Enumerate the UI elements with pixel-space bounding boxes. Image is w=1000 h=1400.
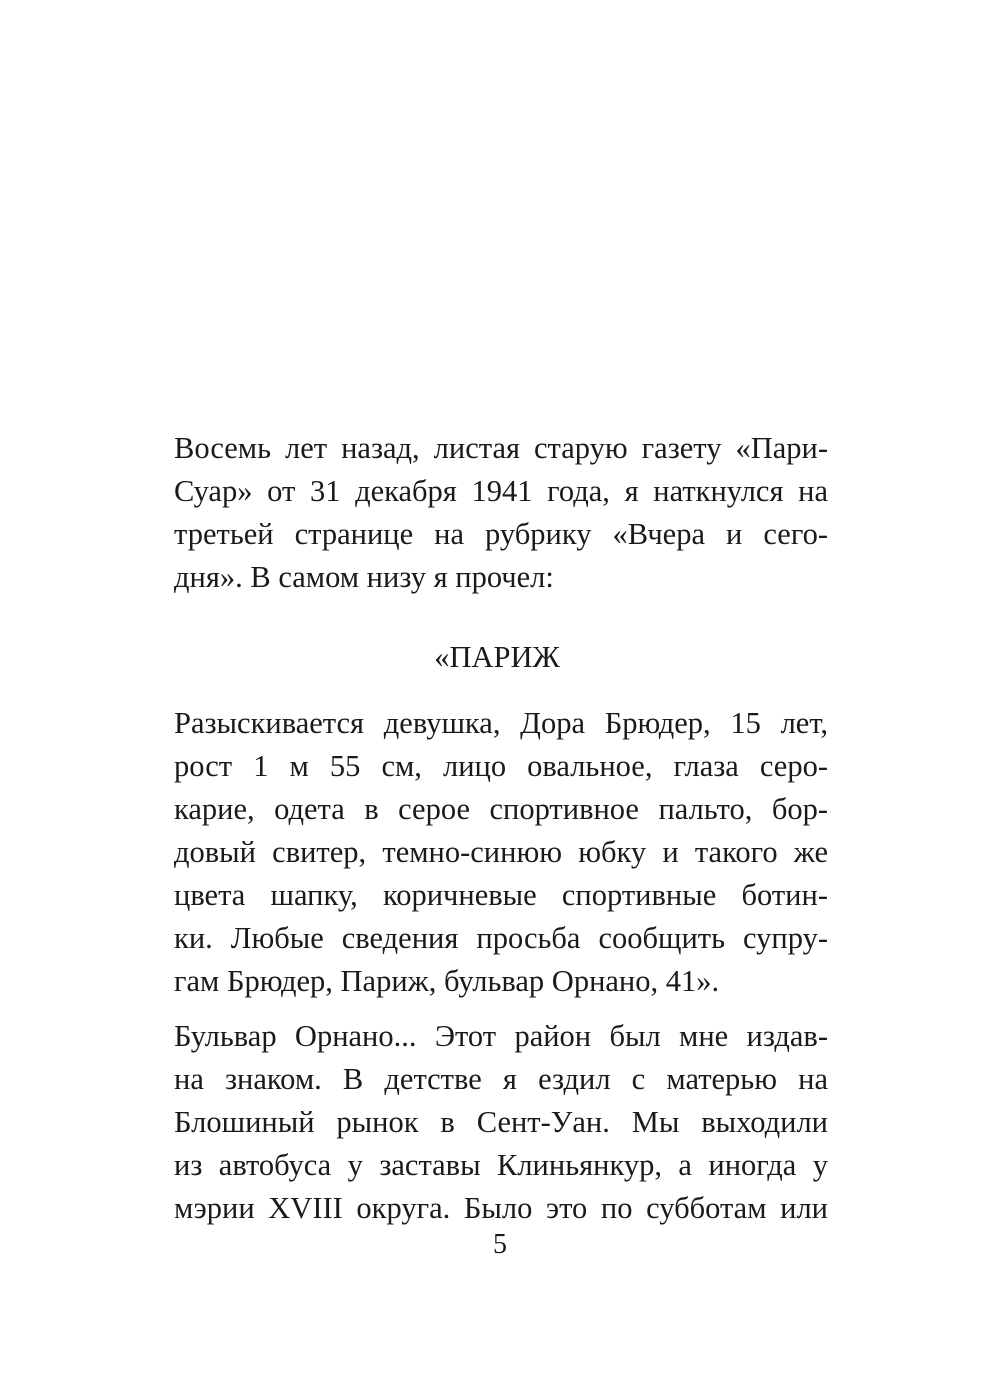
text-line: Суар» от 31 декабря 1941 года, я наткнулся на (174, 474, 828, 508)
text-line: третьей странице на рубрику «Вчера и сего- (174, 517, 828, 551)
text-line: дня». В самом низу я прочел: (174, 560, 554, 594)
text-line: карие, одета в серое спортивное пальто, бор- (174, 792, 828, 826)
text-line: рост 1 м 55 см, лицо овальное, глаза серо- (174, 749, 828, 783)
notice-heading-text: «ПАРИЖ (434, 640, 560, 674)
continuation-paragraph (174, 1015, 828, 1230)
text-line: Бульвар Орнано... Этот район был мне издав- (174, 1019, 828, 1053)
text-line: на знаком. В детстве я ездил с матерью на (174, 1062, 828, 1096)
text-line: Разыскивается девушка, Дора Брюдер, 15 лет, (174, 706, 828, 740)
text-line: цвета шапку, коричневые спортивные ботин- (174, 878, 828, 912)
notice-paragraph (174, 702, 828, 1003)
intro-paragraph (174, 427, 828, 599)
text-line: гам Брюдер, Париж, бульвар Орнано, 41». (174, 964, 720, 998)
text-line: из автобуса у заставы Клиньянкур, а иногда у (174, 1148, 828, 1182)
text-line: мэрии XVIII округа. Было это по субботам или (174, 1191, 828, 1225)
text-line: Восемь лет назад, листая старую газету «Пари- (174, 431, 828, 465)
notice-heading (0, 636, 1000, 679)
text-line: Блошиный рынок в Сент-Уан. Мы выходили (174, 1105, 828, 1139)
page-number: 5 (493, 1229, 507, 1260)
text-line: довый свитер, темно-синюю юбку и такого же (174, 835, 828, 869)
text-line: ки. Любые сведения просьба сообщить супру- (174, 921, 828, 955)
